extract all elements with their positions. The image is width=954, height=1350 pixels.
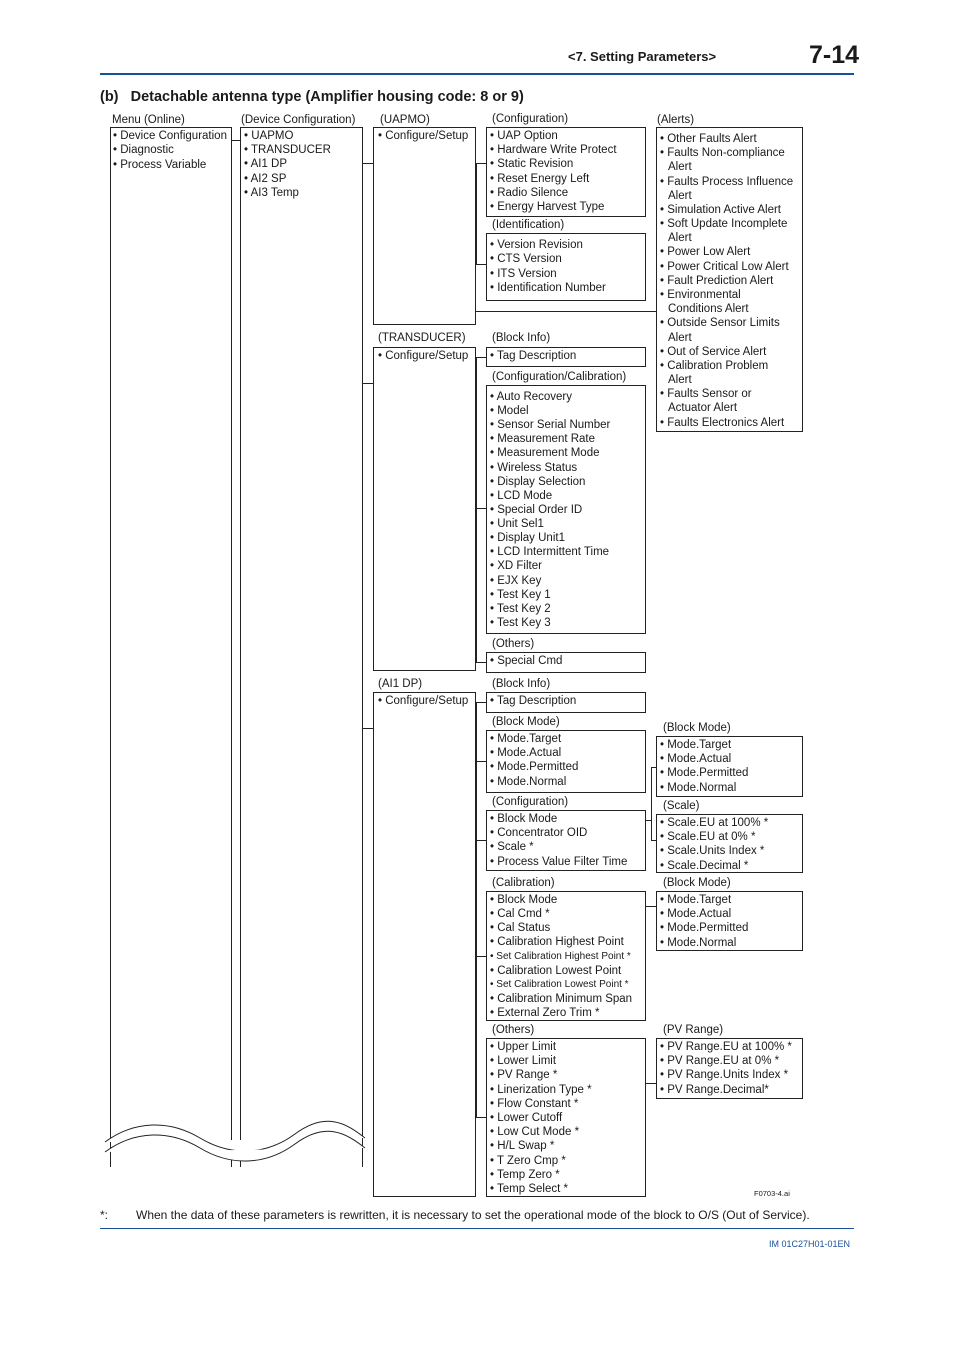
uapmo-label: (UAPMO) [380,114,430,126]
transducer-config-cal-item: • Unit Sel1 [490,518,544,531]
connector-line [476,264,486,265]
transducer-label: (TRANSDUCER) [378,332,466,344]
ai1dp-calibration-block-mode-label: (Block Mode) [663,877,731,889]
transducer-config-cal-item: • Display Selection [490,475,586,488]
transducer-others-item: • Special Cmd [490,655,563,667]
ai1dp-others-item: • H/L Swap * [490,1140,555,1153]
connector-line [646,1083,656,1084]
uapmo-alerts-item: • Soft Update Incomplete [660,218,788,231]
ai1dp-calibration-label: (Calibration) [492,877,555,889]
ai1dp-others-item: • Low Cut Mode * [490,1126,580,1139]
ai1dp-others-item: • Lower Cutoff [490,1112,563,1124]
uapmo-identification-item: • CTS Version [490,253,562,266]
uapmo-alerts-item: Alert [668,374,692,387]
page-number: 7-14 [809,41,860,69]
transducer-box [373,347,476,671]
break-mark [100,1120,370,1180]
ai1dp-calibration-item: • External Zero Trim * [490,1007,600,1020]
ai1dp-pv-range-item: • PV Range.Decimal* [660,1083,769,1096]
transducer-config-cal-item: • Display Unit1 [490,532,565,545]
ai1dp-block-mode-item: • Mode.Normal [490,775,567,788]
device-configuration-item: • UAPMO [244,130,294,142]
connector-line [476,702,477,1117]
ai1dp-scale-item: • Scale.Units Index * [660,845,765,858]
connector-line [646,906,656,907]
uapmo-alerts-label: (Alerts) [657,114,695,126]
uapmo-alerts-item: • Other Faults Alert [660,133,757,145]
ai1dp-others-item: • Flow Constant * [490,1097,579,1110]
connector-line [476,702,486,703]
ai1dp-config-block-mode-item: • Mode.Permitted [660,767,749,780]
ai1dp-block-info-item: • Tag Description [490,695,577,707]
ai1dp-pv-range-item: • PV Range.Units Index * [660,1069,789,1082]
transducer-config-cal-item: • LCD Mode [490,489,553,502]
uapmo-alerts-item: • Faults Process Influence [660,175,794,188]
transducer-config-cal-item: • EJX Key [490,574,542,587]
figure-id: F0703-4.ai [754,1189,790,1198]
uapmo-identification-label: (Identification) [492,219,565,231]
ai1dp-pv-range-label: (PV Range) [663,1024,724,1036]
ai1dp-calibration-item: • Calibration Highest Point [490,936,624,949]
uapmo-configuration-item: • Radio Silence [490,186,569,199]
ai1dp-calibration-item: • Set Calibration Lowest Point * [490,978,629,990]
transducer-config-cal-item: • Test Key 3 [490,616,551,629]
header-rule [100,73,854,75]
ai1dp-block-mode-item: • Mode.Actual [490,747,562,760]
uapmo-alerts-item: • Power Low Alert [660,246,751,259]
ai1dp-box [373,692,476,1197]
ai1dp-block-mode-item: • Mode.Target [490,733,562,745]
connector-line [476,840,486,841]
ai1dp-configuration-label: (Configuration) [492,796,569,808]
ai1dp-others-item: • Upper Limit [490,1041,557,1053]
ai1dp-scale-item: • Scale.EU at 0% * [660,831,756,844]
device-configuration-column [240,127,363,1167]
document-id: IM 01C27H01-01EN [769,1239,851,1249]
ai1dp-calibration-item: • Cal Cmd * [490,908,550,921]
transducer-config-cal-item: • XD Filter [490,560,542,573]
uapmo-identification-item: • Identification Number [490,281,606,294]
ai1dp-config-block-mode-item: • Mode.Normal [660,781,737,794]
ai1dp-scale-label: (Scale) [663,800,700,812]
ai1dp-calibration-item: • Calibration Minimum Span [490,993,633,1006]
connector-line [476,357,477,662]
note-text: When the data of these parameters is rewritten, it is necessary to set the operational mode of the block to O/S (Out of Service). [136,1208,810,1222]
transducer-others-label: (Others) [492,638,535,650]
connector-line [476,163,477,264]
ai1dp-block-mode-item: • Mode.Permitted [490,761,579,774]
device-configuration-item: • AI2 SP [244,172,287,185]
uapmo-configuration-item: • UAP Option [490,130,558,142]
ai1dp-item: • Configure/Setup [378,695,469,707]
ai1dp-others-item: • Temp Select * [490,1183,568,1195]
device-configuration-item: • TRANSDUCER [244,144,331,157]
section-title: (b) Detachable antenna type (Amplifier housing code: 8 or 9) [100,89,524,105]
ai1dp-calibration-item: • Calibration Lowest Point [490,964,622,977]
ai1dp-configuration-item: • Process Value Filter Time [490,855,628,868]
transducer-config-cal-item: • Wireless Status [490,461,578,474]
connector-line [646,820,651,821]
uapmo-item: • Configure/Setup [378,130,469,142]
ai1dp-calibration-block-mode-item: • Mode.Permitted [660,922,749,935]
transducer-config-cal-label: (Configuration/Calibration) [492,371,627,383]
ai1dp-label: (AI1 DP) [378,678,423,690]
connector-line [476,761,486,762]
ai1dp-configuration-item: • Concentrator OID [490,827,588,840]
note-mark: *: [100,1208,109,1222]
ai1dp-others-label: (Others) [492,1024,535,1036]
uapmo-alerts-item: • Calibration Problem [660,359,769,372]
connector-line [651,767,656,768]
connector-line [476,1117,486,1118]
ai1dp-configuration-item: • Block Mode [490,813,558,825]
menu-item: • Process Variable [113,158,207,171]
connector-line [476,508,486,509]
uapmo-alerts-item: Alert [668,232,692,245]
ai1dp-others-item: • Linerization Type * [490,1083,592,1096]
connector-line [651,840,656,841]
ai1dp-others-item: • T Zero Cmp * [490,1154,566,1167]
uapmo-alerts-item: Conditions Alert [668,303,749,316]
ai1dp-calibration-item: • Set Calibration Highest Point * [490,950,631,962]
uapmo-alerts-item: Alert [668,189,692,202]
ai1dp-pv-range-item: • PV Range.EU at 0% * [660,1055,780,1068]
connector-line [476,163,486,164]
connector-line [476,357,486,358]
ai1dp-others-item: • Lower Limit [490,1055,557,1068]
transducer-config-cal-item: • Test Key 2 [490,602,551,615]
uapmo-alerts-item: • Fault Prediction Alert [660,274,774,287]
connector-line [363,163,373,164]
transducer-config-cal-item: • LCD Intermittent Time [490,546,610,559]
ai1dp-pv-range-item: • PV Range.EU at 100% * [660,1041,792,1053]
ai1dp-config-block-mode-item: • Mode.Actual [660,753,732,766]
device-configuration-item: • AI3 Temp [244,186,299,199]
transducer-config-cal-item: • Special Order ID [490,503,583,516]
ai1dp-scale-item: • Scale.Decimal * [660,859,749,872]
transducer-config-cal-item: • Measurement Rate [490,433,596,446]
ai1dp-calibration-block-mode-item: • Mode.Normal [660,936,737,949]
menu-online-column [110,127,232,1167]
uapmo-configuration-item: • Hardware Write Protect [490,144,617,157]
uapmo-identification-item: • ITS Version [490,267,557,280]
uapmo-configuration-label: (Configuration) [492,113,569,125]
uapmo-alerts-item: • Environmental [660,288,741,301]
uapmo-alerts-item: Actuator Alert [668,402,738,415]
uapmo-alerts-item: • Faults Electronics Alert [660,416,785,429]
ai1dp-scale-item: • Scale.EU at 100% * [660,817,769,829]
transducer-config-cal-item: • Test Key 1 [490,588,551,601]
ai1dp-block-info-label: (Block Info) [492,678,551,690]
ai1dp-block-mode-label: (Block Mode) [492,716,560,728]
transducer-config-cal-item: • Measurement Mode [490,447,600,460]
uapmo-box [373,127,476,325]
section-header: <7. Setting Parameters> [568,49,717,64]
ai1dp-calibration-block-mode-item: • Mode.Target [660,894,732,906]
transducer-config-cal-item: • Auto Recovery [490,391,573,403]
menu-item: • Device Configuration [113,130,227,142]
uapmo-configuration-item: • Reset Energy Left [490,172,590,185]
menu-item: • Diagnostic [113,144,174,157]
footer-rule [100,1228,854,1229]
uapmo-configuration-item: • Static Revision [490,158,574,171]
uapmo-alerts-item: • Power Critical Low Alert [660,260,789,273]
ai1dp-calibration-block-mode-item: • Mode.Actual [660,908,732,921]
uapmo-alerts-item: • Faults Sensor or [660,388,752,401]
connector-line [232,140,240,141]
ai1dp-calibration-item: • Block Mode [490,894,558,906]
uapmo-alerts-item: • Outside Sensor Limits [660,317,780,330]
ai1dp-config-block-mode-item: • Mode.Target [660,739,732,751]
uapmo-alerts-item: • Out of Service Alert [660,345,767,358]
uapmo-alerts-item: Alert [668,161,692,174]
menu-online-label: Menu (Online) [112,114,185,126]
uapmo-alerts-item: Alert [668,331,692,344]
connector-line [363,383,373,384]
connector-line [476,956,486,957]
connector-line [476,662,486,663]
ai1dp-others-item: • PV Range * [490,1069,558,1082]
ai1dp-config-block-mode-label: (Block Mode) [663,722,731,734]
transducer-config-cal-item: • Model [490,405,529,418]
transducer-config-cal-item: • Sensor Serial Number [490,419,611,432]
device-configuration-item: • AI1 DP [244,158,288,171]
uapmo-identification-item: • Version Revision [490,239,583,251]
uapmo-alerts-item: • Simulation Active Alert [660,203,781,216]
transducer-block-info-label: (Block Info) [492,332,551,344]
uapmo-alerts-item: • Faults Non-compliance [660,147,785,160]
ai1dp-others-item: • Temp Zero * [490,1168,560,1181]
connector-line [363,728,373,729]
connector-line [651,767,652,840]
connector-line [476,311,656,312]
transducer-block-info-item: • Tag Description [490,350,577,362]
device-configuration-label: (Device Configuration) [241,114,356,126]
transducer-item: • Configure/Setup [378,350,469,362]
uapmo-configuration-item: • Energy Harvest Type [490,201,605,213]
ai1dp-calibration-item: • Cal Status [490,922,551,935]
ai1dp-configuration-item: • Scale * [490,841,534,854]
